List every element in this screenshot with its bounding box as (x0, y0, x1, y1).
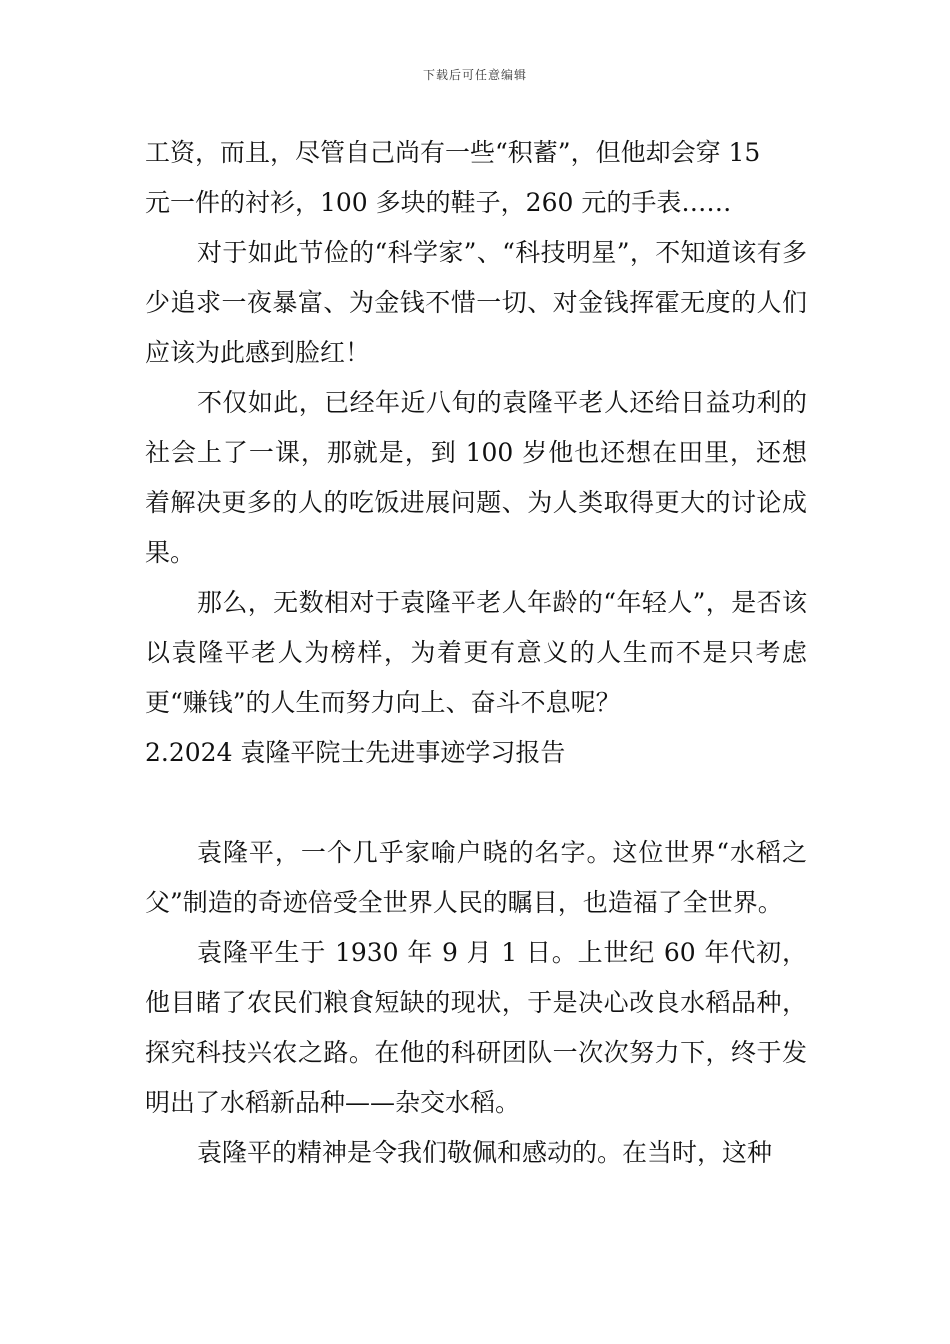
paragraph-role-model: 那么，无数相对于袁隆平老人年龄的“年轻人”，是否该以袁隆平老人为榜样，为着更有意义的人生而不是只考虑更“赚钱”的人生而努力向上、奋斗不息呢？ (145, 588, 807, 717)
document-body (145, 128, 807, 1178)
paragraph-introduction: 袁隆平，一个几乎家喻户晓的名字。这位世界“水稻之父”制造的奇迹倍受全世界人民的瞩目，也造福了全世界。 (145, 838, 807, 917)
paragraph-frugality: 对于如此节俭的“科学家”、“科技明星”，不知道该有多少追求一夜暴富、为金钱不惜一切、对金钱挥霍无度的人们应该为此感到脸红！ (145, 238, 807, 367)
paragraph-spirit: 袁隆平的精神是令我们敬佩和感动的。在当时，这种 (197, 1138, 773, 1167)
paragraph-biography: 袁隆平生于 1930 年 9 月 1 日。上世纪 60 年代初，他目睹了农民们粮食短缺的现状，于是决心改良水稻品种，探究科技兴农之路。在他的科研团队一次次努力下，终于发明出了水稻新品种——杂交水稻。 (145, 938, 807, 1117)
section-title: 2.2024 袁隆平院士先进事迹学习报告 (145, 738, 566, 767)
paragraph-continuation-line-1: 工资，而且，尽管自己尚有一些“积蓄”，但他却会穿 15 (145, 138, 761, 167)
blank-line (145, 778, 807, 828)
page-header: 下载后可任意编辑 (422, 68, 527, 82)
paragraph-continuation-line-2: 元一件的衬衫，100 多块的鞋子，260 元的手表…… (145, 188, 732, 217)
paragraph-lesson: 不仅如此，已经年近八旬的袁隆平老人还给日益功利的社会上了一课，那就是，到 100 岁他也还想在田里，还想着解决更多的人的吃饭进展问题、为人类取得更大的讨论成果。 (145, 388, 807, 567)
